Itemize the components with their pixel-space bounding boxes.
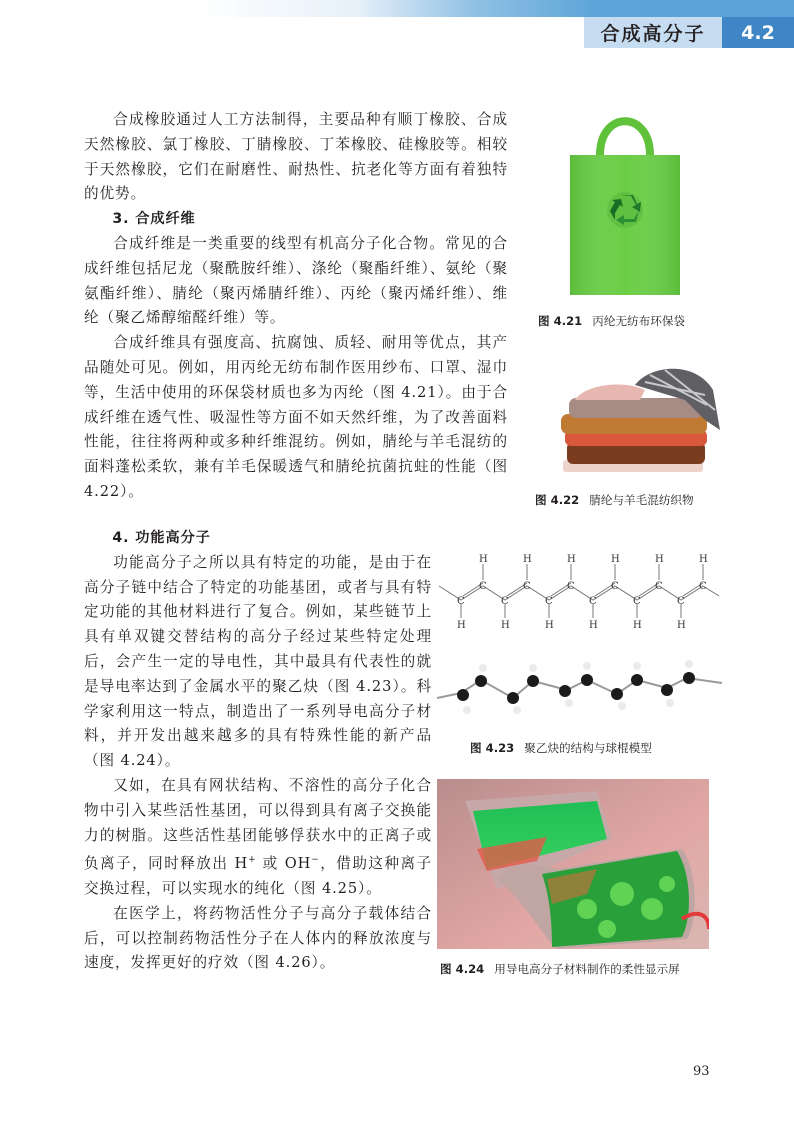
figure-4-23-polyacetylene-diagram: [437, 548, 722, 728]
header-gradient-bar: [0, 0, 794, 17]
svg-text:H: H: [699, 554, 708, 565]
text-block-lower: [84, 526, 432, 976]
svg-text:H: H: [457, 620, 466, 631]
paragraph-fiber-properties: 合成纤维具有强度高、抗腐蚀、质轻、耐用等优点，其产品随处可见。例如，用丙纶无纺布制作医用纱布、口罩、湿巾等，生活中使用的环保袋材质也多为丙纶（图 4.21）。由于合成纤维在透气性、吸湿性等方面不如天然纤维，为了改善面料性能，往往将两种或多种纤维混纺。例如，腈纶与羊毛混纺的面料蓬松柔软，兼有羊毛保暖透气和腈纶抗菌抗蛀的性能（图 4.22）。: [84, 334, 508, 500]
svg-text:C: C: [479, 581, 487, 592]
figure-4-21-bag-image: [560, 110, 690, 300]
svg-text:H: H: [611, 554, 620, 565]
heading-synthetic-fiber: 3. 合成纤维: [112, 211, 196, 228]
heading-functional-polymer: 4. 功能高分子: [112, 530, 211, 546]
svg-text:H: H: [567, 554, 576, 565]
section-number: 4.2: [722, 17, 794, 48]
ball-and-stick-model: [437, 660, 722, 714]
svg-text:H: H: [479, 554, 488, 565]
caption-figure-4-24: 图 4.24 用导电高分子材料制作的柔性显示屏: [440, 962, 680, 976]
svg-text:H: H: [545, 620, 554, 631]
svg-text:H: H: [677, 620, 686, 631]
svg-text:C: C: [611, 581, 619, 592]
svg-text:C: C: [523, 581, 531, 592]
svg-text:C: C: [545, 596, 553, 607]
svg-text:C: C: [589, 596, 597, 607]
figure-4-24-flexible-display-photo: [437, 779, 709, 949]
svg-text:C: C: [699, 581, 707, 592]
caption-figure-4-21: 图 4.21 丙纶无纺布环保袋: [538, 314, 686, 328]
chapter-title: 合成高分子: [584, 17, 722, 48]
recycle-icon: [607, 192, 643, 228]
paragraph-synthetic-rubber: 合成橡胶通过人工方法制得，主要品种有顺丁橡胶、合成天然橡胶、氯丁橡胶、丁腈橡胶、丁苯橡胶、硅橡胶等。相较于天然橡胶，它们在耐磨性、耐热性、抗老化等方面有着独特的优势。: [84, 111, 508, 203]
svg-text:C: C: [567, 581, 575, 592]
svg-text:C: C: [457, 596, 465, 607]
paragraph-drug-carrier: 在医学上，将药物活性分子与高分子载体结合后，可以控制药物活性分子在人体内的释放浓度与速度，发挥更好的疗效（图 4.26）。: [84, 904, 432, 972]
paragraph-ion-exchange: 又如，在具有网状结构、不溶性的高分子化合物中引入某些活性基团，可以得到具有离子交换能力的树脂。这些活性基团能够俘获水中的正离子或负离子，同时释放出 H+ 或 OH−，借助这种离子交换过程，可以实现水的纯化（图 4.25）。: [84, 776, 432, 898]
svg-text:H: H: [501, 620, 510, 631]
figure-4-22-knitwear-image: [555, 360, 725, 480]
svg-text:C: C: [655, 581, 663, 592]
svg-text:C: C: [677, 596, 685, 607]
svg-text:C: C: [501, 596, 509, 607]
page-number: 93: [693, 1064, 710, 1079]
caption-figure-4-22: 图 4.22 腈纶与羊毛混纺织物: [535, 493, 694, 507]
svg-text:H: H: [589, 620, 598, 631]
svg-text:H: H: [523, 554, 532, 565]
caption-figure-4-23: 图 4.23 聚乙炔的结构与球棍模型: [470, 741, 652, 755]
paragraph-fiber-types: 合成纤维是一类重要的线型有机高分子化合物。常见的合成纤维包括尼龙（聚酰胺纤维）、涤纶（聚酯纤维）、氨纶（聚氨酯纤维）、腈纶（聚丙烯腈纤维）、丙纶（聚丙烯纤维）、维纶（聚乙烯醇缩醛纤维）等。: [84, 234, 508, 327]
text-block-upper: [84, 108, 508, 505]
paragraph-functional-polymer: 功能高分子之所以具有特定的功能，是由于在高分子链中结合了特定的功能基团，或者与具有特定功能的其他材料进行了复合。例如，某些链节上具有单双键交替结构的高分子经过某些特定处理后，会产生一定的导电性，其中最具有代表性的就是导电率达到了金属水平的聚乙炔（图 4.23）。科学家利用这一特点，制造出了一系列导电高分子材料，并开发出越来越多的具有特殊性能的新产品（图 4.24）。: [84, 553, 432, 770]
svg-text:H: H: [655, 554, 664, 565]
svg-text:H: H: [633, 620, 642, 631]
svg-text:C: C: [633, 596, 641, 607]
